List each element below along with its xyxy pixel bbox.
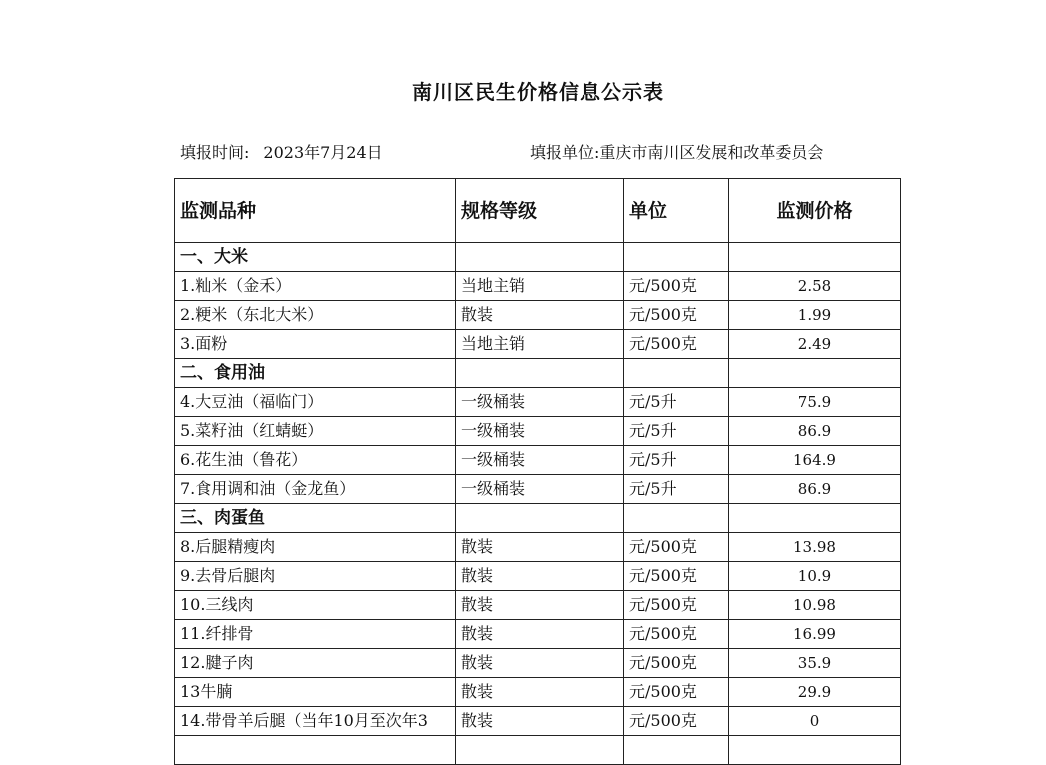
cell-spec: [456, 243, 624, 272]
header-price: 监测价格: [729, 179, 901, 243]
table-row: [175, 388, 901, 417]
cell-unit: 元/500克: [624, 678, 729, 707]
table-row: [175, 301, 901, 330]
cell-name: 5.菜籽油（红蜻蜓）: [175, 417, 456, 446]
cell-price: 0: [729, 707, 901, 736]
cell-name: 6.花生油（鲁花）: [175, 446, 456, 475]
cell-price: 1.99: [729, 301, 901, 330]
cell-unit: [624, 243, 729, 272]
cell-unit: 元/500克: [624, 649, 729, 678]
cell-price: 2.49: [729, 330, 901, 359]
table-body: [175, 243, 901, 765]
table-row: [175, 649, 901, 678]
cell-name: 14.带骨羊后腿（当年10月至次年3: [175, 707, 456, 736]
cell-spec: [456, 504, 624, 533]
cell-name: 3.面粉: [175, 330, 456, 359]
cell-unit: 元/500克: [624, 620, 729, 649]
table-section-row: [175, 243, 901, 272]
cell-price: 86.9: [729, 475, 901, 504]
cell-spec: [456, 359, 624, 388]
cell-name: 一、大米: [175, 243, 456, 272]
cell-price: 86.9: [729, 417, 901, 446]
table-row: [175, 417, 901, 446]
header-unit: 单位: [624, 179, 729, 243]
cell-spec: 散装: [456, 707, 624, 736]
cell-name: 8.后腿精瘦肉: [175, 533, 456, 562]
report-unit-label: 填报单位:: [530, 143, 600, 162]
cell-price: 35.9: [729, 649, 901, 678]
table-section-row: [175, 359, 901, 388]
cell-name: [175, 736, 456, 765]
cell-name: 12.腱子肉: [175, 649, 456, 678]
cell-name: 10.三线肉: [175, 591, 456, 620]
cell-spec: 散装: [456, 620, 624, 649]
cell-name: 9.去骨后腿肉: [175, 562, 456, 591]
cell-spec: 散装: [456, 533, 624, 562]
cell-unit: 元/5升: [624, 475, 729, 504]
cell-price: 2.58: [729, 272, 901, 301]
price-table: [174, 178, 901, 765]
cell-unit: 元/500克: [624, 591, 729, 620]
table-row: [175, 562, 901, 591]
table-row: [175, 330, 901, 359]
cell-spec: 散装: [456, 301, 624, 330]
table-header-row: [175, 179, 901, 243]
table-row: [175, 736, 901, 765]
cell-spec: 散装: [456, 678, 624, 707]
cell-name: 7.食用调和油（金龙鱼）: [175, 475, 456, 504]
cell-unit: 元/500克: [624, 533, 729, 562]
cell-spec: 当地主销: [456, 330, 624, 359]
cell-unit: 元/5升: [624, 446, 729, 475]
cell-name: 4.大豆油（福临门）: [175, 388, 456, 417]
table-row: [175, 707, 901, 736]
cell-unit: 元/500克: [624, 272, 729, 301]
table-row: [175, 446, 901, 475]
table-section-row: [175, 504, 901, 533]
table-row: [175, 591, 901, 620]
cell-unit: 元/5升: [624, 417, 729, 446]
report-unit: [530, 140, 823, 163]
table-row: [175, 272, 901, 301]
cell-name: 二、食用油: [175, 359, 456, 388]
cell-price: 13.98: [729, 533, 901, 562]
cell-unit: [624, 736, 729, 765]
cell-price: [729, 359, 901, 388]
cell-spec: 当地主销: [456, 272, 624, 301]
cell-price: [729, 243, 901, 272]
cell-spec: 一级桶装: [456, 446, 624, 475]
cell-spec: 一级桶装: [456, 417, 624, 446]
cell-unit: 元/500克: [624, 707, 729, 736]
cell-unit: 元/500克: [624, 301, 729, 330]
cell-price: 29.9: [729, 678, 901, 707]
cell-price: 75.9: [729, 388, 901, 417]
cell-spec: [456, 736, 624, 765]
table-row: [175, 620, 901, 649]
cell-name: 2.粳米（东北大米）: [175, 301, 456, 330]
report-date-label: 填报时间:: [180, 143, 250, 162]
cell-spec: 散装: [456, 649, 624, 678]
cell-spec: 一级桶装: [456, 475, 624, 504]
cell-name: 11.纤排骨: [175, 620, 456, 649]
cell-unit: 元/500克: [624, 330, 729, 359]
page-title: 南川区民生价格信息公示表: [412, 80, 664, 104]
cell-price: [729, 736, 901, 765]
cell-price: 16.99: [729, 620, 901, 649]
cell-price: 164.9: [729, 446, 901, 475]
cell-name: 13牛腩: [175, 678, 456, 707]
cell-unit: [624, 504, 729, 533]
cell-spec: 散装: [456, 591, 624, 620]
table-row: [175, 475, 901, 504]
cell-name: 三、肉蛋鱼: [175, 504, 456, 533]
cell-price: [729, 504, 901, 533]
cell-spec: 散装: [456, 562, 624, 591]
cell-unit: 元/500克: [624, 562, 729, 591]
report-date-value: 2023年7月24日: [263, 143, 383, 162]
header-spec: 规格等级: [456, 179, 624, 243]
table-row: [175, 678, 901, 707]
report-date: [180, 140, 383, 163]
cell-unit: 元/5升: [624, 388, 729, 417]
report-unit-value: 重庆市南川区发展和改革委员会: [599, 143, 824, 162]
header-name: 监测品种: [175, 179, 456, 243]
table-row: [175, 533, 901, 562]
cell-unit: [624, 359, 729, 388]
cell-price: 10.98: [729, 591, 901, 620]
cell-price: 10.9: [729, 562, 901, 591]
cell-spec: 一级桶装: [456, 388, 624, 417]
cell-name: 1.籼米（金禾）: [175, 272, 456, 301]
